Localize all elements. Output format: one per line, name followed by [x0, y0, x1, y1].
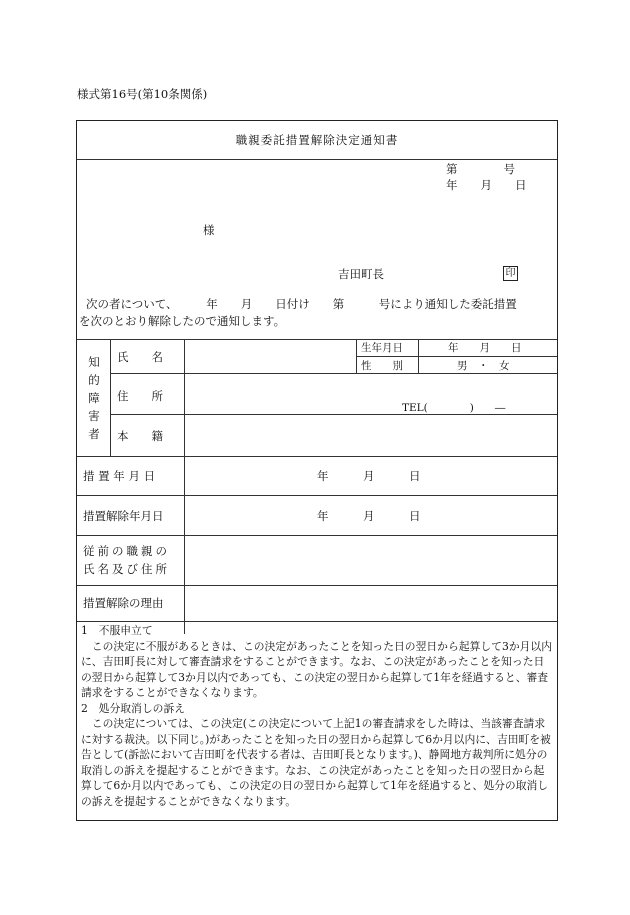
notes — [81, 623, 555, 809]
notice-form — [76, 120, 558, 821]
note-heading-1: 1 不服申立て — [81, 624, 153, 637]
form-id: 様式第16号(第10条関係) — [77, 87, 208, 101]
addressee-honorific: 様 — [203, 223, 215, 237]
label-cancel-date: 措置解除年月日 — [83, 509, 164, 523]
seal-mark: 印 — [503, 266, 518, 281]
measure-date-value: 年 月 日 — [317, 469, 421, 483]
body-line-1: 次の者について、 年 月 日付け 第 号により通知した委託措置 — [86, 297, 517, 311]
birthdate-value: 年 月 日 — [448, 342, 522, 354]
label-prev-guardian-1: 従前の職親の — [83, 544, 170, 558]
note-text-2: この決定については、この決定(この決定について上記1の審査請求をした時は、当該審査請求に対する裁決。以下同じ。)があったことを知った日の翌日から起算して6か月以内に、吉田町を被告として(訴訟において吉田町を代表する者は、吉田町長となります。)、静岡地方裁判所に処分の取消しの訴えを提起することができます。なお、この決定があったことを知った日の翌日から起算して6か月以内であっても、この決定の日の翌日から起算して1年を経過すると、処分の取消しの訴えを提起することができなくなります。 — [81, 717, 551, 808]
label-domicile: 本 籍 — [117, 429, 163, 443]
label-name: 氏 名 — [117, 350, 163, 364]
name-field[interactable] — [187, 343, 353, 369]
tel-value: TEL( ) ― — [402, 402, 506, 414]
label-sex: 性 別 — [361, 360, 403, 372]
issuer: 吉田町長 — [338, 267, 384, 281]
label-address: 住 所 — [117, 389, 163, 403]
number-line: 第 号 — [446, 162, 515, 176]
date-line: 年 月 日 — [446, 178, 527, 192]
note-heading-2: 2 処分取消しの訴え — [81, 701, 186, 715]
cancel-date-value: 年 月 日 — [317, 509, 421, 523]
label-birthdate: 生年月日 — [361, 342, 403, 354]
body-line-2: を次のとおり解除したので通知します。 — [79, 314, 286, 328]
note-text-1: この決定に不服があるときは、この決定があったことを知った日の翌日から起算して3か月以内に、吉田町長に対して審査請求をすることができます。なお、この決定があったことを知った日の翌日から起算して3か月以内であっても、この決定の翌日から起算して1年を経過すると、審査請求をすることができなくなります。 — [81, 639, 553, 699]
label-reason: 措置解除の理由 — [83, 596, 164, 610]
form-title: 職親委託措置解除決定通知書 — [235, 133, 399, 147]
label-measure-date: 措 置 年 月 日 — [83, 469, 156, 483]
label-prev-guardian-2: 氏名及び住所 — [83, 562, 170, 576]
sex-value: 男 ・ 女 — [457, 360, 510, 372]
subject-label: 知 的 障 害 者 — [88, 355, 100, 441]
divider — [77, 159, 557, 160]
divider — [77, 339, 557, 340]
